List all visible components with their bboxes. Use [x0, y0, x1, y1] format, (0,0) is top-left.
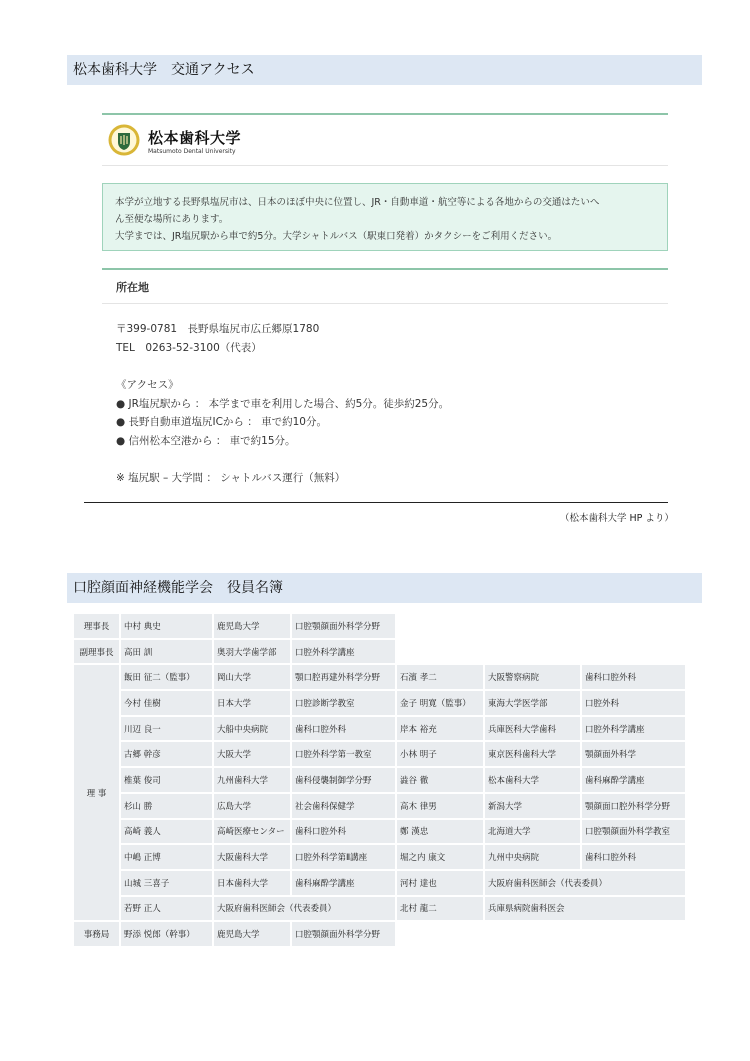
officer-name: 小林 明子 — [397, 742, 483, 766]
location-title: 所在地 — [116, 281, 149, 294]
officer-department: 社会歯科保健学 — [292, 794, 395, 818]
officer-affiliation: 兵庫県病院歯科医会 — [485, 897, 685, 921]
intro-line: ん至便な場所にあります。 — [115, 214, 229, 225]
table-row — [74, 820, 685, 844]
officer-name: 山城 三喜子 — [121, 871, 212, 895]
officers-section-header: 口腔顔面神経機能学会 役員名簿 — [67, 573, 702, 603]
empty-cell — [397, 614, 685, 638]
source-credit: （松本歯科大学 HP より） — [560, 513, 674, 524]
shuttle-note: ※ 塩尻駅 – 大学間 ： シャトルバス運行（無料） — [116, 472, 346, 484]
officer-name: 川辺 良一 — [121, 717, 212, 741]
intro-line: 本学が立地する長野県塩尻市は、日本のほぼ中央に位置し、JR・自動車道・航空等による各地からの交通はたいへ — [115, 197, 600, 208]
officer-affiliation: 岡山大学 — [214, 665, 290, 689]
table-row — [74, 717, 685, 741]
officer-name: 飯田 征二（監事） — [121, 665, 212, 689]
officer-affiliation: 大阪大学 — [214, 742, 290, 766]
officer-department: 歯科口腔外科 — [292, 717, 395, 741]
table-row — [74, 665, 685, 689]
officer-affiliation: 九州歯科大学 — [214, 768, 290, 792]
officer-name: 金子 明寛（監事） — [397, 691, 483, 715]
officer-affiliation: 北海道大学 — [485, 820, 580, 844]
officer-department: 口腔外科 — [582, 691, 685, 715]
officer-name: 中村 典史 — [121, 614, 212, 638]
role-cell: 理 事 — [74, 665, 119, 920]
officer-affiliation: 松本歯科大学 — [485, 768, 580, 792]
officer-affiliation: 奥羽大学歯学部 — [214, 640, 290, 664]
officer-department: 顎口腔再建外科学分野 — [292, 665, 395, 689]
officer-affiliation: 鹿児島大学 — [214, 922, 290, 946]
officer-affiliation: 鹿児島大学 — [214, 614, 290, 638]
officer-department: 口腔外科学第一教室 — [292, 742, 395, 766]
table-row — [74, 897, 685, 921]
logo-name-en: Matsumoto Dental University — [148, 148, 236, 155]
empty-cell — [397, 640, 685, 664]
officer-name: 澁谷 徹 — [397, 768, 483, 792]
officer-affiliation: 日本大学 — [214, 691, 290, 715]
officer-affiliation: 大阪府歯科医師会（代表委員） — [485, 871, 685, 895]
officer-name: 鄭 漢忠 — [397, 820, 483, 844]
officer-affiliation: 東京医科歯科大学 — [485, 742, 580, 766]
access-item: ● JR塩尻駅から ： 本学まで車を利用した場合、約5分。徒歩約25分。 — [116, 398, 450, 410]
access-item: ● 信州松本空港から ： 車で約15分。 — [116, 435, 296, 447]
officer-department: 歯科口腔外科 — [582, 665, 685, 689]
officer-name: 古郷 幹彦 — [121, 742, 212, 766]
intro-box — [102, 183, 668, 251]
officer-department: 口腔顎顔面外科学教室 — [582, 820, 685, 844]
officer-department: 口腔外科学講座 — [582, 717, 685, 741]
officer-affiliation: 広島大学 — [214, 794, 290, 818]
officer-name: 中嶋 正博 — [121, 845, 212, 869]
logo-name-jp: 松本歯科大学 — [148, 129, 242, 147]
officer-affiliation: 日本歯科大学 — [214, 871, 290, 895]
officer-department: 歯科麻酔学講座 — [582, 768, 685, 792]
officer-department: 顎顔面口腔外科学分野 — [582, 794, 685, 818]
officer-name: 河村 達也 — [397, 871, 483, 895]
table-row — [74, 845, 685, 869]
officer-department: 口腔外科学講座 — [292, 640, 395, 664]
officers-table — [72, 612, 687, 948]
officer-department: 顎顔面外科学 — [582, 742, 685, 766]
telephone: TEL 0263-52-3100（代表） — [116, 342, 262, 354]
officer-name: 高木 律男 — [397, 794, 483, 818]
officer-department: 口腔顎顔面外科学分野 — [292, 614, 395, 638]
officer-name: 杉山 勝 — [121, 794, 212, 818]
officer-affiliation: 兵庫医科大学歯科 — [485, 717, 580, 741]
officer-department: 歯科口腔外科 — [292, 820, 395, 844]
postal-address: 〒399-0781 長野県塩尻市広丘郷原1780 — [116, 323, 320, 335]
officer-department: 歯科口腔外科 — [582, 845, 685, 869]
officer-department: 口腔外科学第Ⅱ講座 — [292, 845, 395, 869]
officer-name: 石濱 孝二 — [397, 665, 483, 689]
divider — [84, 502, 668, 503]
location-card — [102, 268, 668, 304]
officer-department: 歯科麻酔学講座 — [292, 871, 395, 895]
table-row — [74, 922, 685, 946]
officer-name: 高田 訓 — [121, 640, 212, 664]
officer-name: 高崎 義人 — [121, 820, 212, 844]
officer-name: 岸本 裕充 — [397, 717, 483, 741]
table-row — [74, 742, 685, 766]
officer-name: 北村 龍二 — [397, 897, 483, 921]
access-item: ● 長野自動車道塩尻ICから ： 車で約10分。 — [116, 416, 327, 428]
table-row — [74, 691, 685, 715]
officer-department: 口腔顎顔面外科学分野 — [292, 922, 395, 946]
table-row — [74, 794, 685, 818]
officer-department: 口腔診断学教室 — [292, 691, 395, 715]
officer-name: 堀之内 康文 — [397, 845, 483, 869]
officer-affiliation: 大阪歯科大学 — [214, 845, 290, 869]
officer-department: 歯科侵襲制御学分野 — [292, 768, 395, 792]
officer-affiliation: 新潟大学 — [485, 794, 580, 818]
officer-name: 椎葉 俊司 — [121, 768, 212, 792]
access-title: 《アクセス》 — [116, 379, 179, 391]
empty-cell — [397, 922, 685, 946]
table-row — [74, 614, 685, 638]
officer-name: 今村 佳樹 — [121, 691, 212, 715]
officer-name: 若野 正人 — [121, 897, 212, 921]
officer-affiliation: 東海大学医学部 — [485, 691, 580, 715]
table-row — [74, 640, 685, 664]
officer-name: 野添 悦郎（幹事） — [121, 922, 212, 946]
officer-affiliation: 大船中央病院 — [214, 717, 290, 741]
officer-affiliation: 大阪府歯科医師会（代表委員） — [214, 897, 395, 921]
university-seal-icon — [108, 124, 140, 156]
officer-affiliation: 九州中央病院 — [485, 845, 580, 869]
role-cell: 理事長 — [74, 614, 119, 638]
role-cell: 副理事長 — [74, 640, 119, 664]
access-section-header: 松本歯科大学 交通アクセス — [67, 55, 702, 85]
role-cell: 事務局 — [74, 922, 119, 946]
officer-affiliation: 高崎医療センター — [214, 820, 290, 844]
officer-affiliation: 大阪警察病院 — [485, 665, 580, 689]
table-row — [74, 768, 685, 792]
table-row — [74, 871, 685, 895]
university-logo-card — [102, 113, 668, 166]
intro-line: 大学までは、JR塩尻駅から車で約5分。大学シャトルバス（駅東口発着）かタクシーをご利用ください。 — [115, 231, 558, 242]
